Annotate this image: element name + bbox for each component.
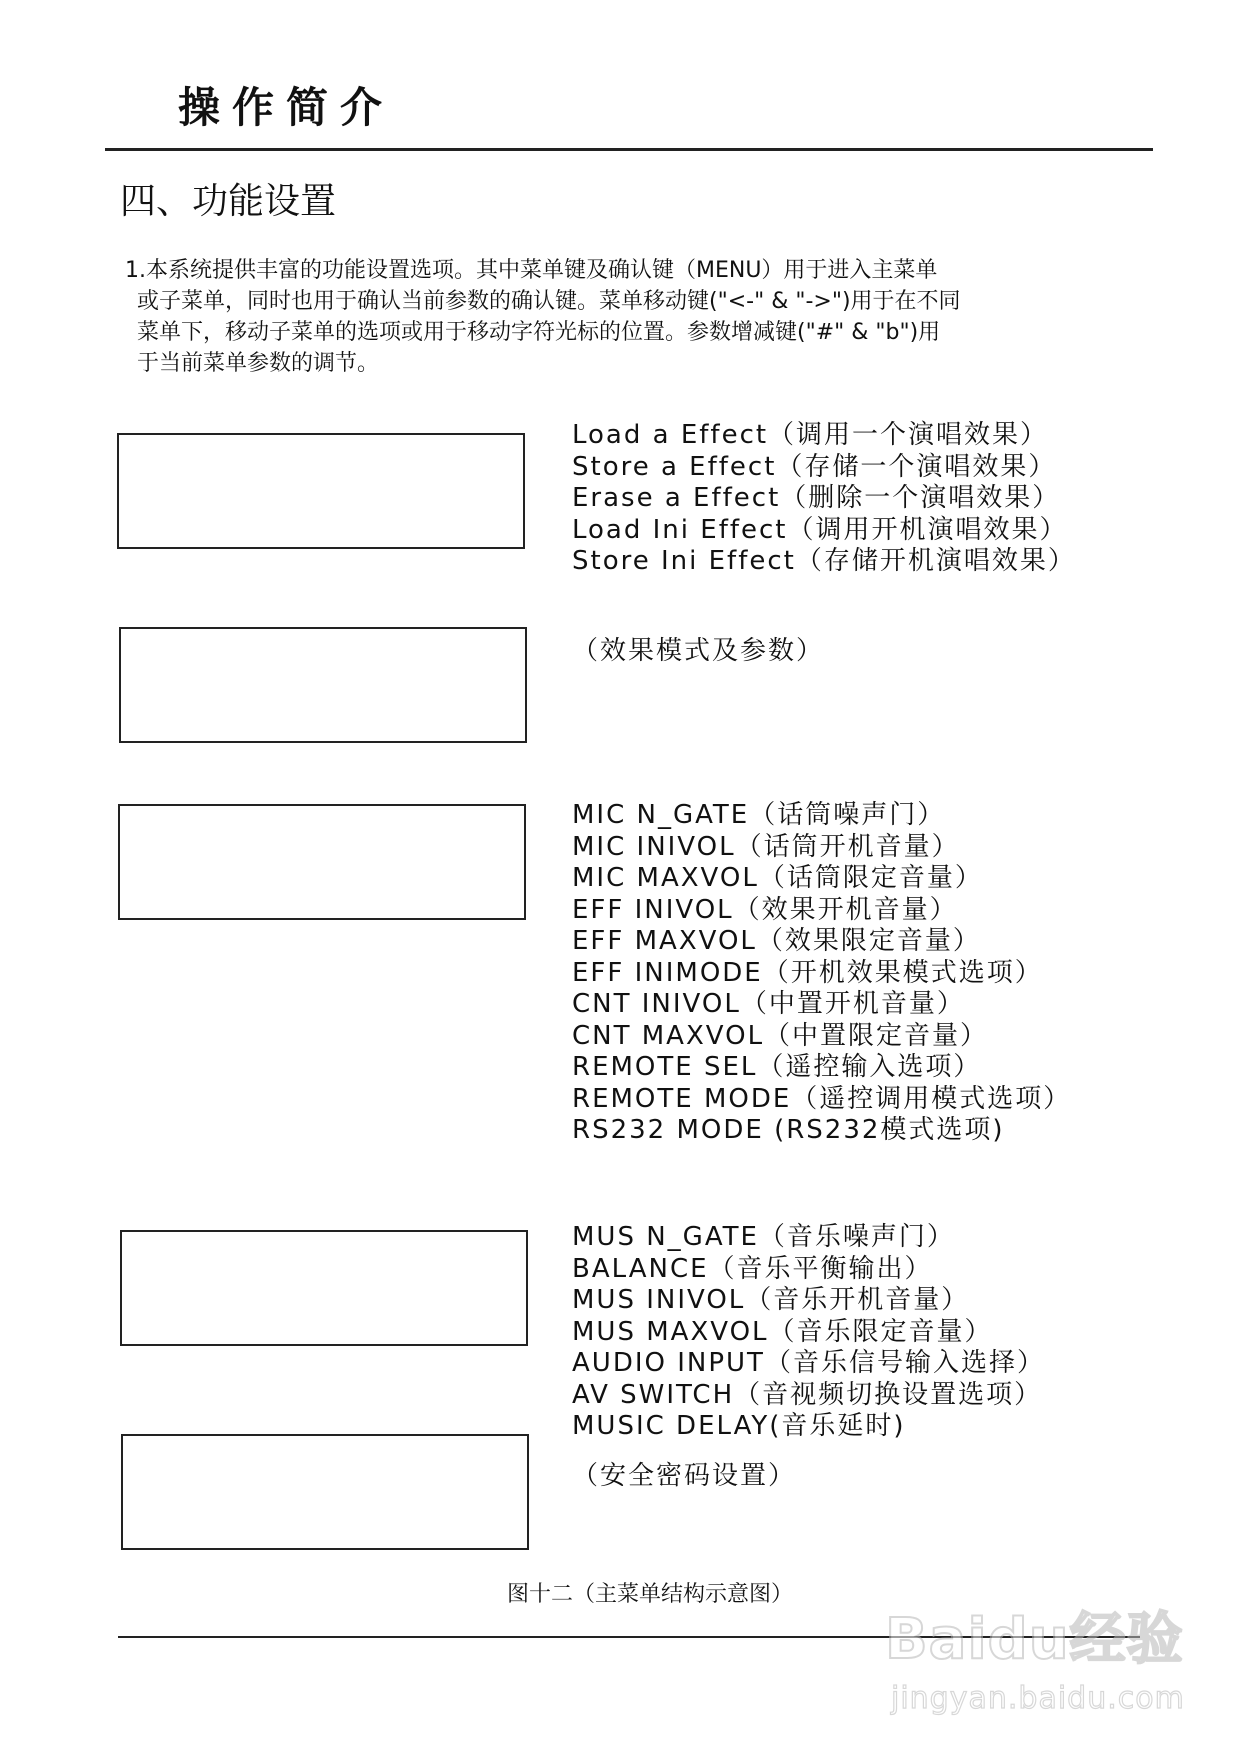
baidu-watermark <box>885 1595 1185 1735</box>
menu-item: EFF INIMODE（开机效果模式选项） <box>572 957 1043 988</box>
lcd-display-box-mode <box>119 627 527 743</box>
watermark-url: jingyan.baidu.com <box>891 1681 1185 1716</box>
menu-item: Store a Effect（存储一个演唱效果） <box>572 451 1057 482</box>
menu-item: MIC INIVOL（话筒开机音量） <box>572 831 960 862</box>
lcd-display-box-password <box>121 1434 529 1550</box>
menu-item: CNT MAXVOL（中置限定音量） <box>572 1020 989 1051</box>
header-divider <box>105 148 1153 151</box>
menu-item: MUS MAXVOL（音乐限定音量） <box>572 1316 993 1347</box>
menu-group-mic <box>572 800 1071 1147</box>
lcd-display-box-music <box>120 1230 528 1346</box>
menu-item: REMOTE SEL（遥控输入选项） <box>572 1052 982 1082</box>
intro-line: 于当前菜单参数的调节。 <box>137 351 380 376</box>
menu-item: Erase a Effect（删除一个演唱效果） <box>572 483 1061 513</box>
baidu-logo: Baidu经验 <box>885 1607 1184 1672</box>
menu-item: MUS N_GATE（音乐噪声门） <box>572 1222 955 1252</box>
menu-item: EFF MAXVOL（效果限定音量） <box>572 926 981 956</box>
menu-item: MIC N_GATE（话筒噪声门） <box>572 800 946 830</box>
menu-item: REMOTE MODE（遥控调用模式选项） <box>572 1083 1072 1114</box>
menu-item: MUS INIVOL（音乐开机音量） <box>572 1285 970 1315</box>
menu-group-effect-mode <box>572 636 824 668</box>
menu-group-music <box>572 1222 1045 1443</box>
menu-item: Load Ini Effect（调用开机演唱效果） <box>572 514 1068 545</box>
figure-caption: 图十二（主菜单结构示意图） <box>506 1582 793 1607</box>
lcd-display-box-mic <box>118 804 526 920</box>
menu-item: Store Ini Effect（存储开机演唱效果） <box>572 546 1076 576</box>
menu-group-password <box>572 1461 796 1493</box>
page-header-title: 操作简介 <box>178 83 395 132</box>
menu-item: RS232 MODE (RS232模式选项) <box>572 1115 1005 1145</box>
menu-item: Load a Effect（调用一个演唱效果） <box>572 420 1049 450</box>
intro-paragraph <box>125 255 1105 379</box>
menu-item: （安全密码设置） <box>572 1461 797 1491</box>
lcd-display-box-effects <box>117 433 525 549</box>
intro-line: 1.本系统提供丰富的功能设置选项。其中菜单键及确认键（MENU）用于进入主菜单 <box>125 258 938 283</box>
menu-item: MIC MAXVOL（话筒限定音量） <box>572 863 983 893</box>
intro-line: 菜单下，移动子菜单的选项或用于移动字符光标的位置。参数增减键("#" & "b")用 <box>137 320 941 345</box>
menu-item: BALANCE（音乐平衡输出） <box>572 1253 933 1284</box>
menu-item: EFF INIVOL（效果开机音量） <box>572 894 958 925</box>
menu-item: CNT INIVOL（中置开机音量） <box>572 989 965 1019</box>
menu-group-effects <box>572 420 1076 578</box>
menu-item: MUSIC DELAY(音乐延时) <box>572 1411 906 1441</box>
menu-item: AUDIO INPUT（音乐信号输入选择） <box>572 1348 1045 1378</box>
section-title: 四、功能设置 <box>120 181 337 222</box>
intro-line: 或子菜单，同时也用于确认当前参数的确认键。菜单移动键("<-" & "->")用于在不同 <box>137 289 961 314</box>
menu-item: AV SWITCH（音视频切换设置选项） <box>572 1379 1043 1410</box>
menu-item: （效果模式及参数） <box>572 636 825 666</box>
